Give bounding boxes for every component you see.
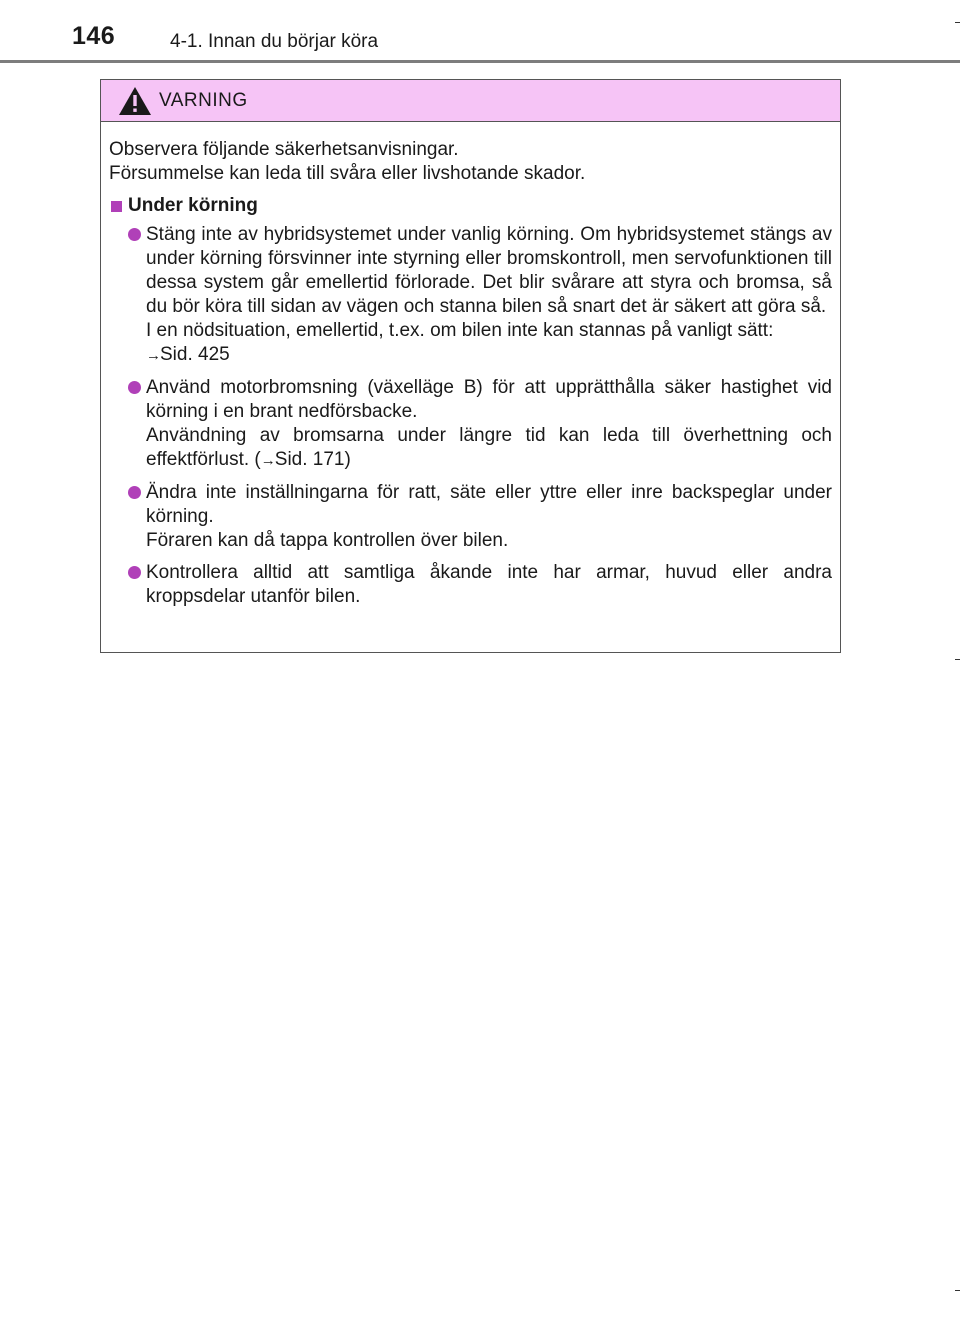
page-header [0, 0, 960, 66]
item-text: Föraren kan då tappa kontrollen över bilen. [146, 530, 509, 551]
list-item [109, 223, 832, 368]
item-text-part: ) [344, 449, 351, 470]
crop-mark [955, 1290, 960, 1291]
list-item [109, 376, 832, 473]
circle-bullet-icon [128, 381, 141, 394]
item-text-part: Användning av bromsarna under längre tid kan leda till överhettning och effektförlust. ( [146, 425, 832, 470]
crop-mark [955, 22, 960, 23]
warning-intro [109, 138, 832, 186]
circle-bullet-icon [128, 486, 141, 499]
item-text: Använd motorbromsning (växelläge B) för att upprätthålla säker hastighet vid körning i en brant nedförsbacke. [146, 377, 832, 422]
warning-body [101, 122, 840, 609]
arrow-right-icon: → [146, 347, 160, 364]
item-text: I en nödsituation, emellertid, t.ex. om bilen inte kan stannas på vanligt sätt: [146, 320, 774, 341]
circle-bullet-icon [128, 228, 141, 241]
header-rule [0, 60, 960, 63]
list-item [109, 481, 832, 553]
arrow-right-icon: → [260, 452, 275, 469]
crop-mark [955, 659, 960, 660]
page-reference [146, 343, 832, 368]
item-text: Kontrollera alltid att samtliga åkande inte har armar, huvud eller andra kroppsdelar utanför bilen. [146, 562, 832, 607]
item-text: Stäng inte av hybridsystemet under vanlig körning. Om hybridsystemet stängs av under körning försvinner inte styrning eller bromskontroll, men servofunktionen till dessa system går emellertid förlorade. Det blir svårare att styra och bromsa, så du bör köra till sidan av vägen och stanna bilen så snart det är säkert att göra så. [146, 224, 832, 317]
page-number: 146 [72, 22, 116, 50]
page-reference-link[interactable]: Sid. 171 [274, 449, 345, 470]
warning-header [101, 80, 840, 122]
item-text [146, 424, 832, 473]
circle-bullet-icon [128, 566, 141, 579]
square-bullet-icon [111, 201, 122, 212]
warning-box [100, 79, 841, 653]
section-title: 4-1. Innan du börjar köra [170, 31, 379, 52]
intro-line: Observera följande säkerhetsanvisningar. [109, 139, 459, 160]
warning-title: VARNING [159, 90, 248, 111]
intro-line: Försummelse kan leda till svåra eller livshotande skador. [109, 163, 586, 184]
subheading-text: Under körning [128, 195, 258, 216]
warning-list [109, 223, 832, 609]
page-reference-link[interactable]: Sid. 425 [160, 344, 230, 365]
item-text: Ändra inte inställningarna för ratt, säte eller yttre eller inre backspeglar under körning. [146, 482, 832, 527]
warning-triangle-icon [118, 86, 152, 116]
subheading [109, 194, 832, 218]
list-item [109, 561, 832, 609]
